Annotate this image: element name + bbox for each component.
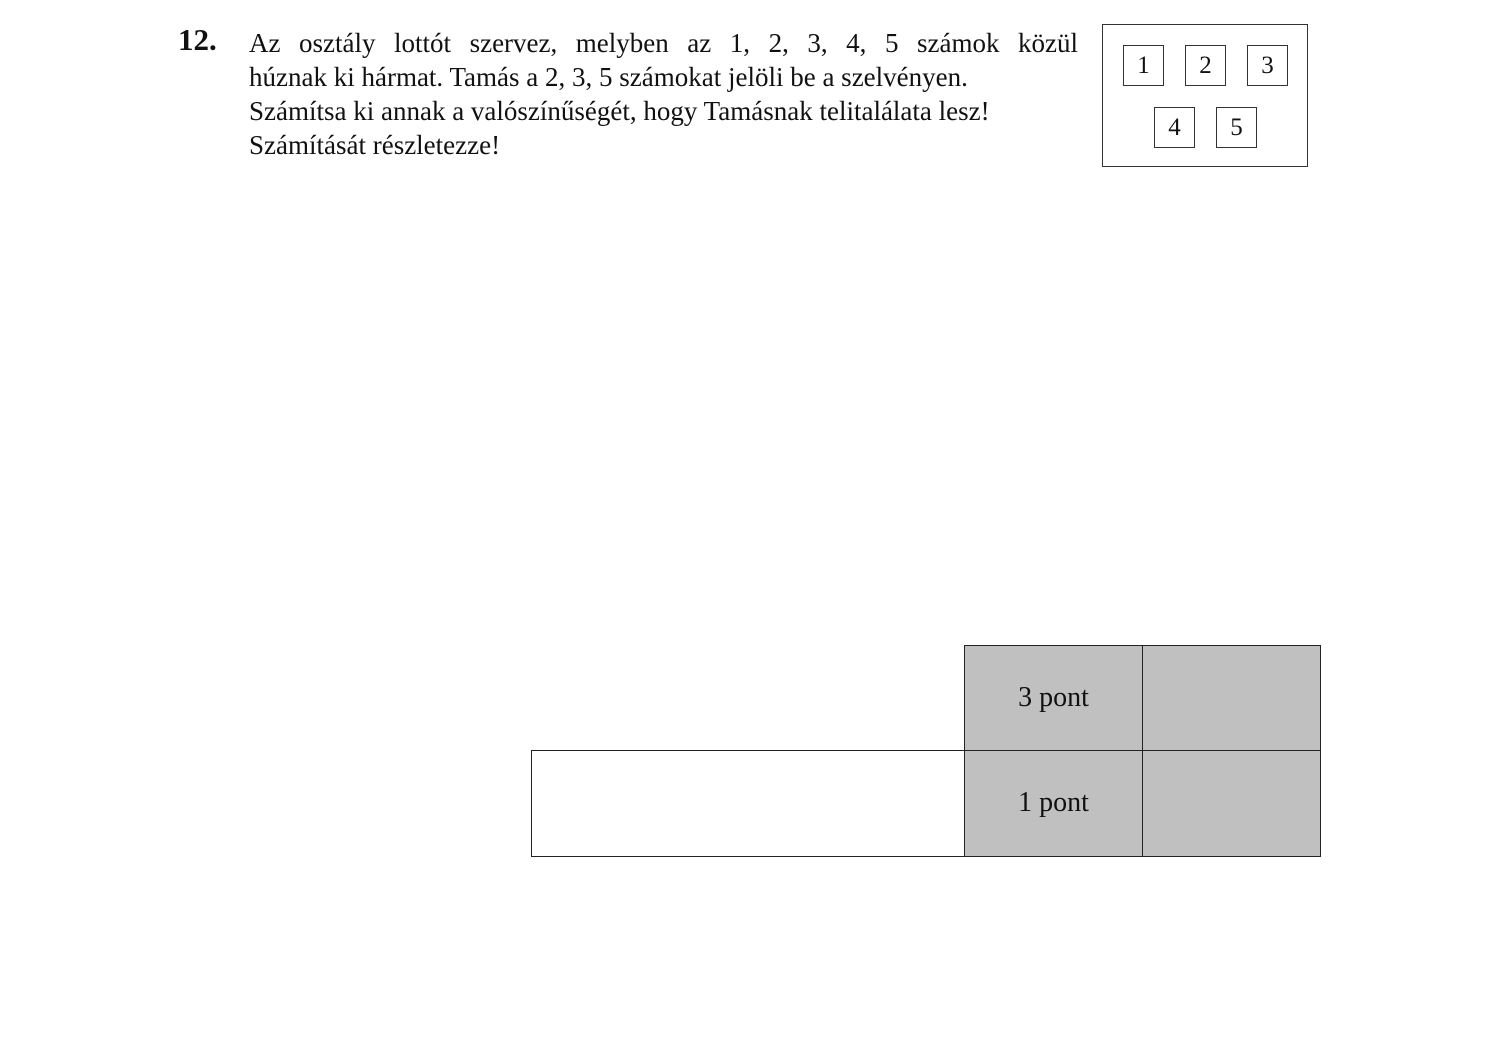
lottery-ticket-figure bbox=[1102, 24, 1308, 167]
ticket-number-4: 4 bbox=[1154, 107, 1195, 148]
score-earned-cell-1 bbox=[1142, 645, 1321, 751]
score-points-label-1: 3 pont bbox=[1018, 682, 1089, 713]
ticket-number-5: 5 bbox=[1216, 107, 1257, 148]
problem-line-1: Az osztály lottót szervez, melyben az 1, 2, 3, 4, 5 számok közül bbox=[249, 28, 1078, 58]
problem-line-3: Számítsa ki annak a valószínűségét, hogy Tamásnak telitalálata lesz! bbox=[249, 96, 990, 126]
ticket-number-1: 1 bbox=[1123, 45, 1164, 86]
problem-line-4: Számítását részletezze! bbox=[249, 130, 501, 160]
score-earned-cell-2 bbox=[1142, 750, 1321, 857]
score-points-label-2: 1 pont bbox=[1018, 787, 1089, 818]
problem-line-2: húznak ki hármat. Tamás a 2, 3, 5 számokat jelöli be a szelvényen. bbox=[249, 62, 968, 92]
problem-number: 12. bbox=[178, 22, 217, 57]
ticket-number-3: 3 bbox=[1247, 45, 1288, 86]
problem-statement bbox=[249, 26, 1078, 162]
ticket-number-2: 2 bbox=[1185, 45, 1226, 86]
score-points-cell-1 bbox=[964, 645, 1143, 751]
score-blank-cell bbox=[531, 750, 965, 857]
score-points-cell-2 bbox=[964, 750, 1143, 857]
